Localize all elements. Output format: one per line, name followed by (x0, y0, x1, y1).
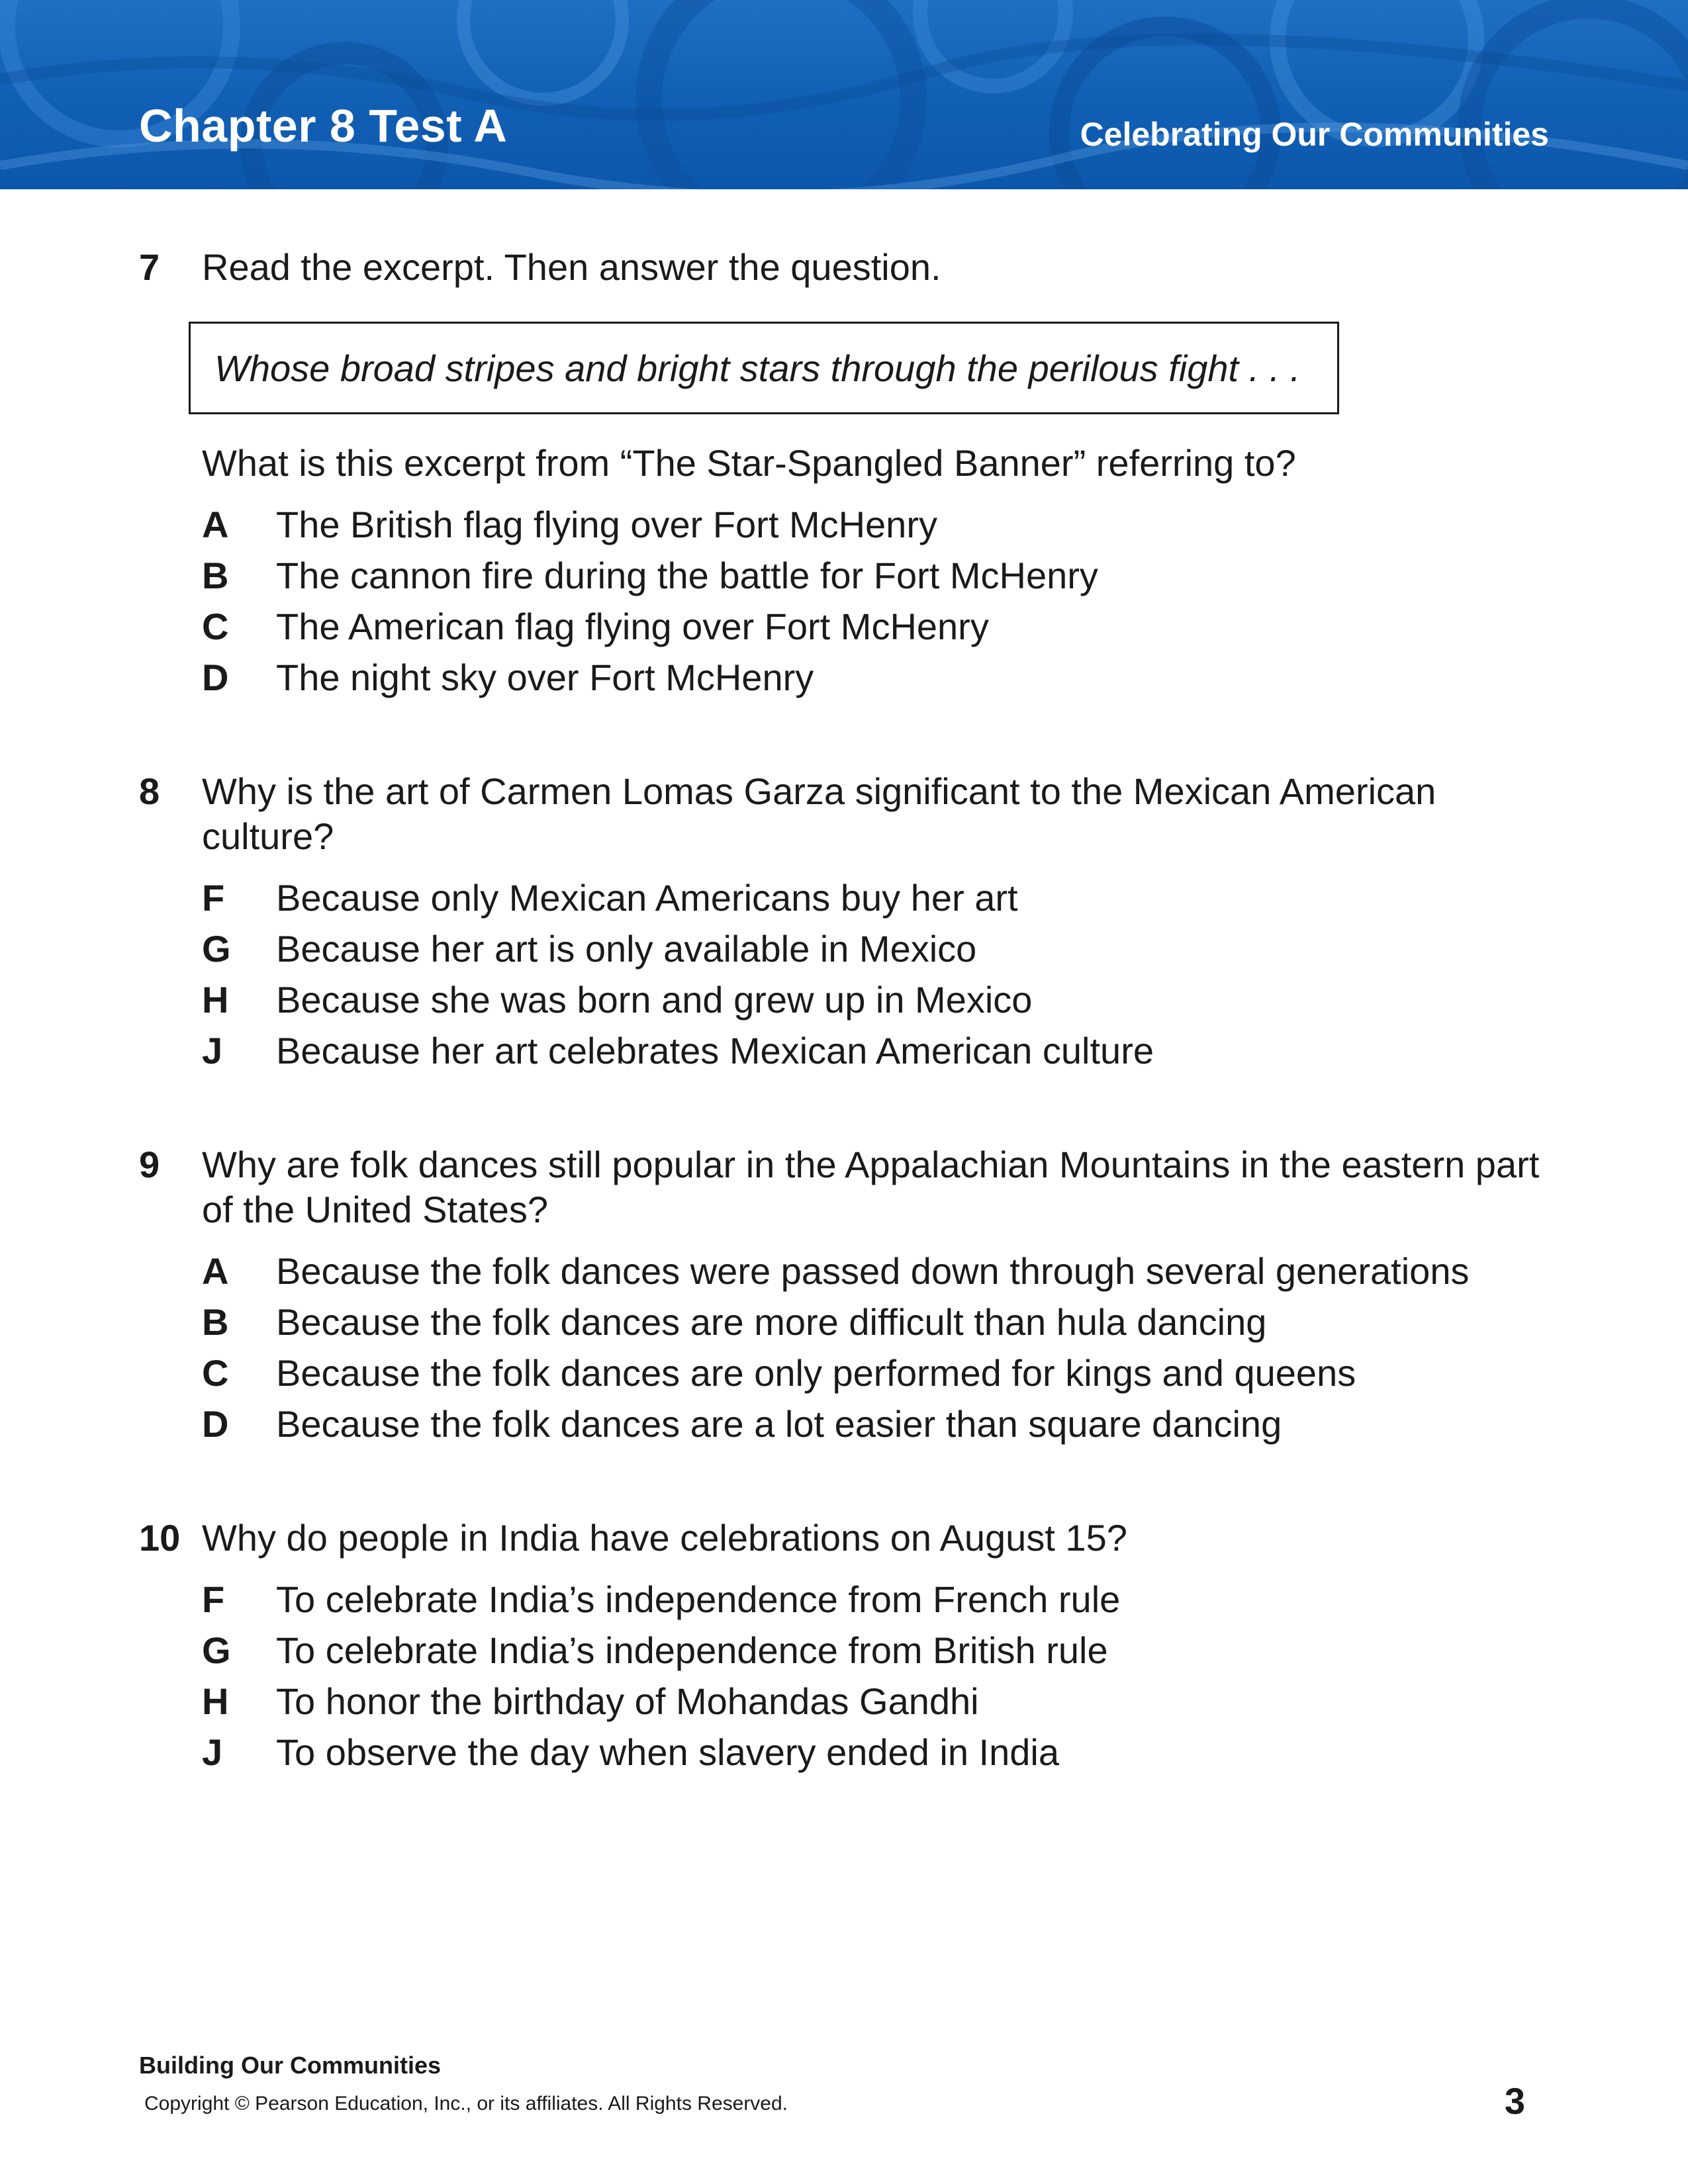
page-number: 3 (1504, 2080, 1525, 2122)
question-text: Read the excerpt. Then answer the question. (202, 246, 941, 288)
choice-text: Because the folk dances are only performed for kings and queens (276, 1352, 1356, 1394)
choice-letter: D (202, 657, 229, 698)
choice-letter: J (202, 1030, 223, 1071)
chapter-subtitle: Celebrating Our Communities (1080, 116, 1549, 153)
choice-letter: F (202, 1578, 225, 1620)
choice-letter: J (202, 1731, 223, 1773)
question-number: 10 (139, 1517, 181, 1559)
choice-text: Because her art celebrates Mexican American culture (276, 1030, 1154, 1071)
choice-letter: H (202, 1680, 229, 1722)
question-9 (139, 1142, 1562, 1449)
answer-choices (202, 1246, 1562, 1449)
answer-choice[interactable] (202, 1574, 1562, 1625)
answer-choice[interactable] (202, 1025, 1562, 1076)
question-number: 9 (139, 1144, 160, 1185)
question-text: Why is the art of Carmen Lomas Garza significant to the Mexican American culture? (202, 770, 1436, 857)
choice-text: Because the folk dances are a lot easier than square dancing (276, 1403, 1282, 1445)
choice-text: To celebrate India’s independence from French rule (276, 1578, 1121, 1620)
answer-choices (202, 1574, 1562, 1778)
question-text: Why are folk dances still popular in the Appalachian Mountains in the eastern part of the United States? (202, 1144, 1540, 1230)
footer-copyright: Copyright © Pearson Education, Inc., or its affiliates. All Rights Reserved. (144, 2093, 788, 2115)
answer-choice[interactable] (202, 1297, 1562, 1347)
answer-choice[interactable] (202, 550, 1562, 601)
header-banner (0, 0, 1688, 189)
choice-text: Because the folk dances are more difficult than hula dancing (276, 1301, 1267, 1343)
choice-letter: C (202, 606, 229, 647)
choice-text: Because her art is only available in Mexico (276, 928, 977, 970)
question-prompt: What is this excerpt from “The Star-Spangled Banner” referring to? (202, 442, 1296, 484)
question-list (139, 245, 1562, 1844)
choice-letter: A (202, 1250, 229, 1292)
question-body (202, 245, 1562, 703)
choice-text: To observe the day when slavery ended in India (276, 1731, 1059, 1773)
choice-text: The cannon fire during the battle for Fort McHenry (276, 555, 1098, 596)
choice-text: Because only Mexican Americans buy her art (276, 877, 1018, 919)
choice-letter: D (202, 1403, 229, 1445)
answer-choice[interactable] (202, 1347, 1562, 1398)
question-body (202, 1516, 1562, 1778)
answer-choice[interactable] (202, 1246, 1562, 1297)
question-body (202, 769, 1562, 1076)
choice-letter: H (202, 979, 229, 1021)
excerpt-box: Whose broad stripes and bright stars through the perilous fight . . . (189, 322, 1339, 414)
choice-text: To honor the birthday of Mohandas Gandhi (276, 1680, 979, 1722)
question-7 (139, 245, 1562, 703)
choice-letter: F (202, 877, 225, 919)
choice-letter: G (202, 1629, 231, 1671)
answer-choice[interactable] (202, 1398, 1562, 1449)
choice-text: The British flag flying over Fort McHenry (276, 504, 937, 545)
choice-letter: A (202, 504, 229, 545)
answer-choice[interactable] (202, 1727, 1562, 1778)
choice-text: Because the folk dances were passed down through several generations (276, 1250, 1470, 1292)
footer-book-title: Building Our Communities (139, 2052, 441, 2079)
choice-text: The American flag flying over Fort McHenry (276, 606, 989, 647)
answer-choice[interactable] (202, 872, 1562, 923)
question-8 (139, 769, 1562, 1076)
question-text: Why do people in India have celebrations on August 15? (202, 1517, 1127, 1559)
answer-choice[interactable] (202, 923, 1562, 974)
answer-choices (202, 872, 1562, 1076)
choice-text: Because she was born and grew up in Mexico (276, 979, 1033, 1021)
banner-decoration (0, 0, 1688, 189)
choice-letter: C (202, 1352, 229, 1394)
answer-choice[interactable] (202, 974, 1562, 1025)
choice-letter: G (202, 928, 231, 970)
chapter-title: Chapter 8 Test A (139, 100, 508, 152)
choice-text: The night sky over Fort McHenry (276, 657, 814, 698)
choice-letter: B (202, 1301, 229, 1343)
answer-choices (202, 499, 1562, 703)
answer-choice[interactable] (202, 499, 1562, 550)
answer-choice[interactable] (202, 1676, 1562, 1727)
choice-text: To celebrate India’s independence from British rule (276, 1629, 1108, 1671)
question-10 (139, 1516, 1562, 1778)
question-number: 8 (139, 770, 160, 812)
choice-letter: B (202, 555, 229, 596)
answer-choice[interactable] (202, 652, 1562, 703)
question-number: 7 (139, 246, 160, 288)
question-body (202, 1142, 1562, 1449)
answer-choice[interactable] (202, 601, 1562, 652)
answer-choice[interactable] (202, 1625, 1562, 1676)
